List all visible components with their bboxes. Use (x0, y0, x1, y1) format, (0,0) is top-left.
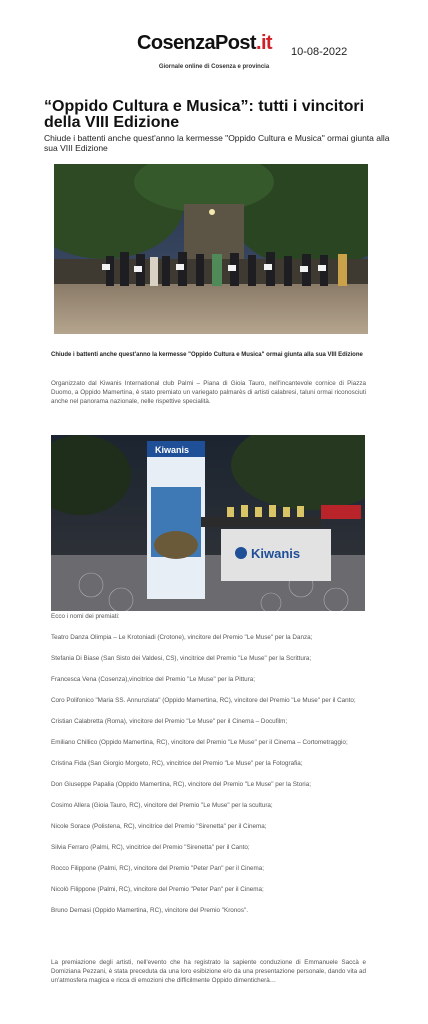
site-logo[interactable] (137, 32, 272, 55)
article-subtitle: Chiude i battenti anche quest'anno la kermesse "Oppido Cultura e Musica" ormai giunta alla sua VIII Edizione (44, 133, 390, 153)
logo-tld: .it (256, 32, 272, 54)
list-item: Silvia Ferraro (Palmi, RC), vincitrice del Premio "Sirenetta" per il Canto; (51, 844, 250, 851)
list-item: Cristina Fida (San Giorgio Morgeto, RC), vincitrice del Premio "Le Muse" per la Fotografia; (51, 760, 303, 767)
list-item: Stefania Di Biase (San Sisto dei Valdesi, CS), vincitrice del Premio "Le Muse" per la Scrittura; (51, 655, 312, 662)
logo-main: CosenzaPost (137, 32, 256, 54)
list-item: Nicole Sorace (Polistena, RC), vincitrice del Premio "Sirenetta" per il Cinema; (51, 823, 267, 830)
article-lead: Chiude i battenti anche quest'anno la kermesse "Oppido Cultura e Musica" ormai giunta alla sua VIII Edizione (51, 352, 363, 358)
ceremony-photo (54, 164, 368, 334)
list-item: Coro Polifonico "Maria SS. Annunziata" (Oppido Mamertina, RC), vincitore del Premio "Le Muse" per il Canto; (51, 697, 356, 704)
list-item: Francesca Vena (Cosenza),vincitrice del Premio "Le Muse" per la Pittura; (51, 676, 255, 683)
publication-date: 10-08-2022 (291, 46, 348, 58)
kiwanis-table-photo (51, 435, 365, 611)
list-item: Cristian Calabretta (Roma), vincitore del Premio "Le Muse" per il Cinema – Docufilm; (51, 718, 288, 725)
rollup-banner-text: Kiwanis (155, 445, 190, 455)
list-item: Cosimo Allera (Gioia Tauro, RC), vincitore del Premio "Le Muse" per la scultura; (51, 802, 273, 809)
closing-paragraph: La premiazione degli artisti, nell'evento che ha registrato la sapiente conduzione di Emmanuele Saccà e Domiziana Pezzani, è stata preceduta da una loro esibizione e/o da una presentazione personale, dando vita ad un'atmosfera magica e ricca di emozioni che difficilmente Oppido dimenticherà… (51, 959, 366, 984)
list-item: Nicolò Filippone (Palmi, RC), vincitore del Premio "Peter Pan" per il Cinema; (51, 886, 264, 893)
masthead (0, 30, 428, 80)
intro-paragraph: Organizzato dal Kiwanis International club Palmi – Piana di Gioia Tauro, nell'incantevole cornice di Piazza Duomo, a Oppido Mamertina, è stato premiato un variegato palmarès di artisti calabresi, taluni ormai riconosciuti anche nel panorama nazionale, nelle rispettive specialità. (51, 380, 366, 405)
list-item: Rocco Filippone (Palmi, RC), vincitore del Premio "Peter Pan" per il Cinema; (51, 865, 265, 872)
list-item: Teatro Danza Olimpia – Le Krotoniadi (Crotone), vincitore del Premio "Le Muse" per la Danza; (51, 634, 313, 641)
winners-intro: Ecco i nomi dei premiati: (51, 613, 120, 620)
banner-logo-text: Kiwanis (251, 546, 301, 561)
list-item: Bruno Demasi (Oppido Mamertina, RC), vincitore del Premio "Kronos". (51, 907, 248, 914)
list-item: Emiliano Chillico (Oppido Mamertina, RC), vincitore del Premio "Le Muse" per il Cinema – Cortometraggio; (51, 739, 348, 746)
site-tagline: Giornale online di Cosenza e provincia (158, 64, 270, 70)
list-item: Don Giuseppe Papalia (Oppido Mamertina, RC), vincitore del Premio "Le Muse" per la Storia; (51, 781, 311, 788)
winners-list (51, 612, 367, 915)
article-title: “Oppido Cultura e Musica”: tutti i vincitori della VIII Edizione (44, 98, 365, 131)
